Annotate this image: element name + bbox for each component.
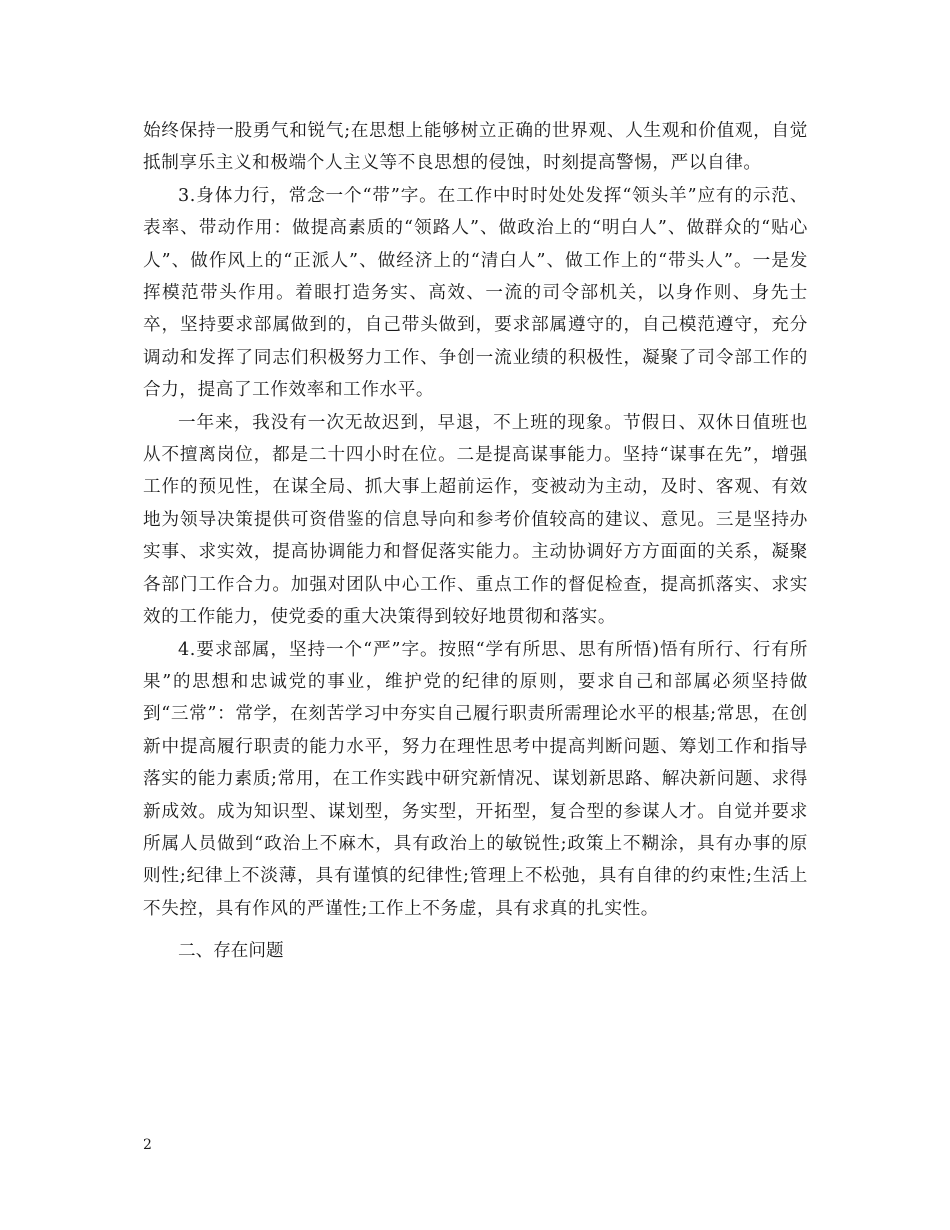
document-body bbox=[143, 115, 808, 968]
paragraph-item-3: 3.身体力行，常念一个“带”字。在工作中时时处处发挥“领头羊”应有的示范、表率、带动作用：做提高素质的“领路人”、做政治上的“明白人”、做群众的“贴心人”、做作风上的“正派人”、做经济上的“清白人”、做工作上的“带头人”。一是发挥模范带头作用。着眼打造务实、高效、一流的司令部机关，以身作则、身先士卒，坚持要求部属做到的，自己带头做到，要求部属遵守的，自己模范遵守，充分调动和发挥了同志们积极努力工作、争创一流业绩的积极性，凝聚了司令部工作的合力，提高了工作效率和工作水平。 bbox=[143, 185, 808, 401]
paragraph-attendance: 一年来，我没有一次无故迟到，早退，不上班的现象。节假日、双休日值班也从不擅离岗位，都是二十四小时在位。二是提高谋事能力。坚持“谋事在先”，增强工作的预见性，在谋全局、抓大事上超前运作，变被动为主动，及时、客观、有效地为领导决策提供可资借鉴的信息导向和参考价值较高的建议、意见。三是坚持办实事、求实效，提高协调能力和督促落实能力。主动协调好方方面面的关系，凝聚各部门工作合力。加强对团队中心工作、重点工作的督促检查，提高抓落实、求实效的工作能力，使党委的重大决策得到较好地贯彻和落实。 bbox=[143, 412, 808, 628]
paragraph-continuation: 始终保持一股勇气和锐气;在思想上能够树立正确的世界观、人生观和价值观，自觉抵制享乐主义和极端个人主义等不良思想的侵蚀，时刻提高警惕，严以自律。 bbox=[143, 121, 808, 174]
page-number: 2 bbox=[143, 1137, 152, 1153]
paragraph-item-4: 4.要求部属，坚持一个“严”字。按照“学有所思、思有所悟)悟有所行、行有所果”的思想和忠诚党的事业，维护党的纪律的原则，要求自己和部属必须坚持做到“三常”：常学，在刻苦学习中夯实自己履行职责所需理论水平的根基;常思，在创新中提高履行职责的能力水平，努力在理性思考中提高判断问题、筹划工作和指导落实的能力素质;常用，在工作实践中研究新情况、谋划新思路、解决新问题、求得新成效。成为知识型、谋划型，务实型，开拓型，复合型的参谋人才。自觉并要求所属人员做到“政治上不麻木，具有政治上的敏锐性;政策上不糊涂，具有办事的原则性;纪律上不淡薄，具有谨慎的纪律性;管理上不松弛，具有自律的约束性;生活上不失控，具有作风的严谨性;工作上不务虚，具有求真的扎实性。 bbox=[143, 639, 808, 919]
section-heading: 二、存在问题 bbox=[178, 941, 284, 962]
